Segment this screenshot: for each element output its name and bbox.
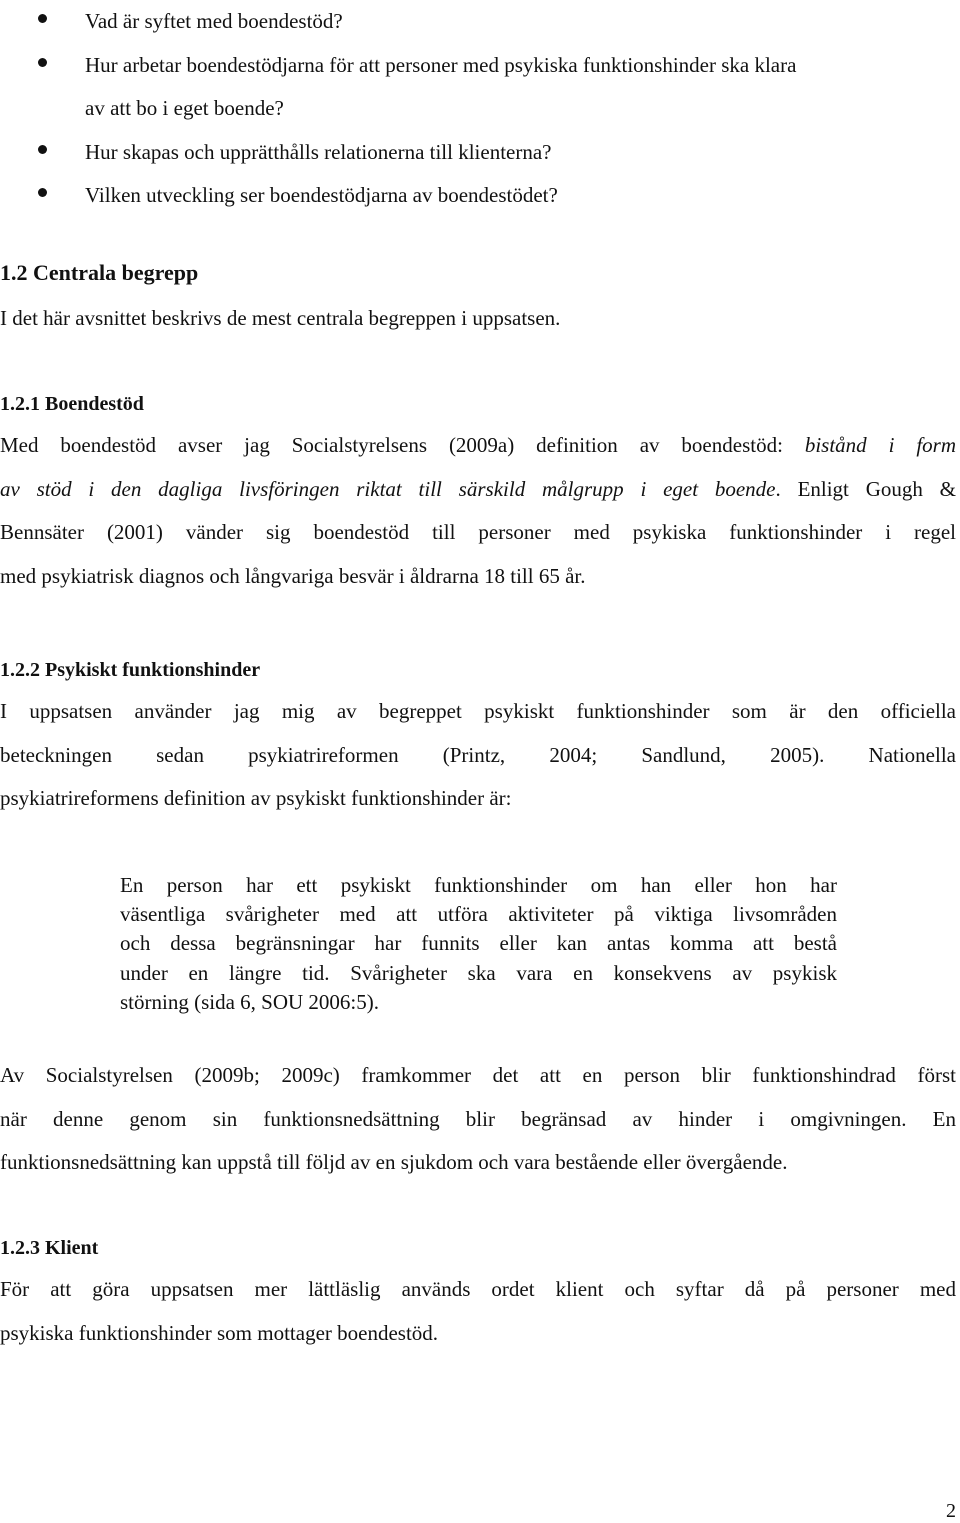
section-heading-1-2-1: 1.2.1 Boendestöd xyxy=(0,393,144,415)
list-item-text: av att bo i eget boende? xyxy=(85,96,284,120)
paragraph-line: psykiatrireformens definition av psykiskt funktionshinder är: xyxy=(0,786,512,810)
paragraph-text: . Enligt Gough & xyxy=(775,476,956,501)
bullet-icon xyxy=(38,188,47,197)
paragraph-line xyxy=(0,424,956,468)
paragraph-line: Av Socialstyrelsen (2009b; 2009c) framkommer det att en person blir funktionshindrad först xyxy=(0,1063,956,1087)
paragraph-line: För att göra uppsatsen mer lättläslig används ordet klient och syftar då på personer med xyxy=(0,1277,956,1301)
section-1-2-2-followup xyxy=(0,1054,956,1185)
quote-line: och dessa begränsningar har funnits eller kan antas komma att bestå xyxy=(120,931,837,956)
block-quote xyxy=(120,871,837,1017)
list-item xyxy=(0,174,960,218)
section-1-2-intro: I det här avsnittet beskrivs de mest centrala begreppen i uppsatsen. xyxy=(0,306,561,330)
section-heading-1-2-3: 1.2.3 Klient xyxy=(0,1237,99,1259)
quote-line: väsentliga svårigheter med att utföra aktiviteter på viktiga livsområden xyxy=(120,902,837,927)
quote-line: En person har ett psykiskt funktionshinder om han eller hon har xyxy=(120,873,837,897)
bullet-icon xyxy=(38,145,47,154)
research-questions-list xyxy=(0,0,960,218)
section-1-2-3-paragraph xyxy=(0,1268,956,1355)
section-1-2-2-paragraph xyxy=(0,690,956,821)
paragraph-line: I uppsatsen använder jag mig av begreppet psykiskt funktionshinder som är den officiella xyxy=(0,699,956,723)
paragraph-line xyxy=(0,468,956,512)
paragraph-line: psykiska funktionshinder som mottager boendestöd. xyxy=(0,1320,439,1345)
definition-quote: av stöd i den dagliga livsföringen riktat till särskild målgrupp i eget boende xyxy=(0,476,776,501)
section-heading-1-2: 1.2 Centrala begrepp xyxy=(0,260,199,285)
bullet-icon xyxy=(38,14,47,23)
list-item-text: Vilken utveckling ser boendestödjarna av boendestödet? xyxy=(85,183,558,207)
paragraph-line: Bennsäter (2001) vänder sig boendestöd till personer med psykiska funktionshinder i regel xyxy=(0,520,956,544)
quote-line: störning (sida 6, SOU 2006:5). xyxy=(120,989,379,1014)
paragraph-line: funktionsnedsättning kan uppstå till följd av en sjukdom och vara bestående eller övergående. xyxy=(0,1150,788,1174)
list-item xyxy=(0,131,960,175)
page-number: 2 xyxy=(946,1500,956,1522)
definition-quote: bistånd i form xyxy=(804,433,956,457)
paragraph-line: beteckningen sedan psykiatrireformen (Printz, 2004; Sandlund, 2005). Nationella xyxy=(0,742,956,767)
bullet-icon xyxy=(38,58,47,67)
list-item-text: Vad är syftet med boendestöd? xyxy=(85,9,343,33)
paragraph-text: Med boendestöd avser jag Socialstyrelsens (2009a) definition av boendestöd: xyxy=(0,433,783,457)
section-heading-1-2-2: 1.2.2 Psykiskt funktionshinder xyxy=(0,659,261,681)
paragraph-line: med psykiatrisk diagnos och långvariga besvär i åldrarna 18 till 65 år. xyxy=(0,563,586,588)
list-item xyxy=(0,0,960,44)
paragraph-line: när denne genom sin funktionsnedsättning blir begränsad av hinder i omgivningen. En xyxy=(0,1106,956,1131)
section-1-2-1-paragraph xyxy=(0,424,956,598)
list-item-text: Hur skapas och upprätthålls relationerna till klienterna? xyxy=(85,139,552,164)
quote-line: under en längre tid. Svårigheter ska vara en konsekvens av psykisk xyxy=(120,960,837,985)
list-item-text: Hur arbetar boendestödjarna för att personer med psykiska funktionshinder ska klara xyxy=(85,52,797,77)
list-item xyxy=(0,44,960,131)
